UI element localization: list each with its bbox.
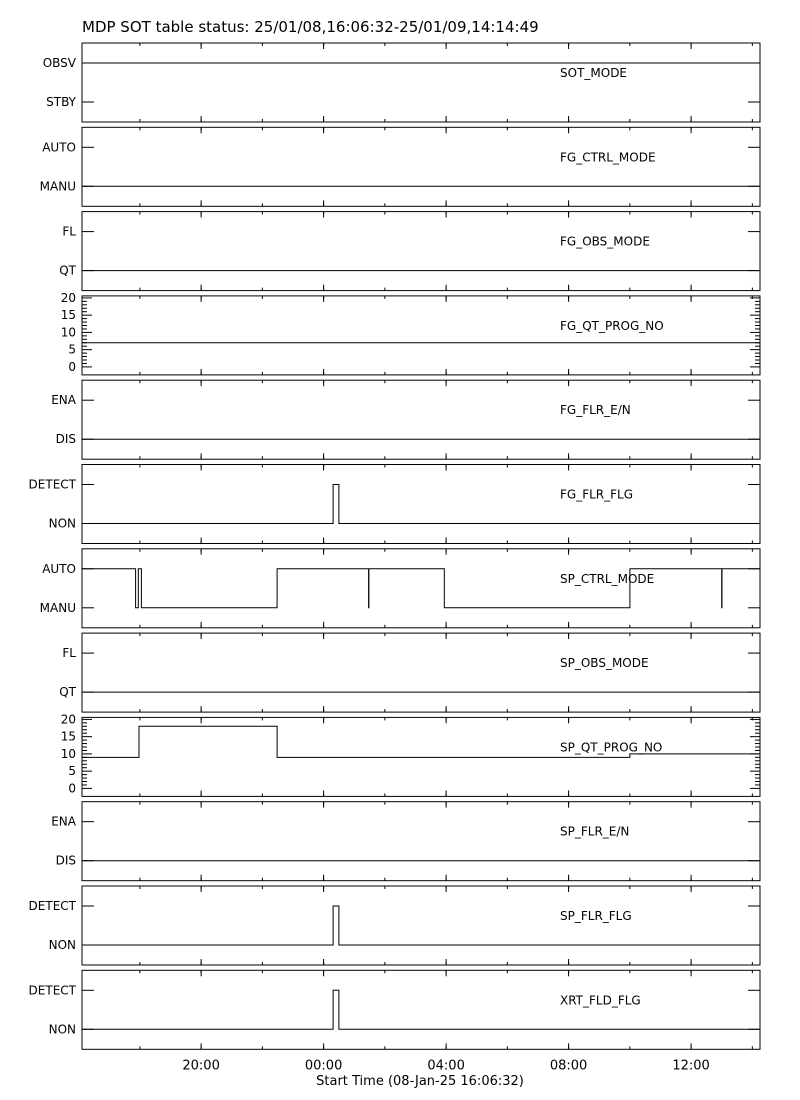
x-axis-label: Start Time (08-Jan-25 16:06:32) [316,1074,524,1089]
y-tick-label: QT [59,685,76,700]
y-tick-label: STBY [46,95,76,109]
panel-fg-ctrl-mode [40,127,760,206]
panel-frame [82,970,760,1049]
y-tick-label: OBSV [42,56,76,70]
panel-label: FG_QT_PROG_NO [560,318,664,333]
panel-frame [82,802,760,881]
series-line-xrt-fld-flg [82,990,760,1029]
panel-frame [82,296,760,375]
panel-label: SP_FLR_E/N [560,824,630,839]
y-tick-label: DIS [55,853,76,868]
panel-sot-mode [43,43,760,122]
y-tick-label: 5 [68,342,76,357]
chart-title: MDP SOT table status: 25/01/08,16:06:32-25/01/09,14:14:49 [82,18,539,36]
panel-frame [82,127,760,206]
panel-frame [82,886,760,965]
x-tick-label: 20:00 [182,1058,220,1074]
y-tick-label: 5 [68,764,76,779]
y-tick-label: ENA [51,393,76,408]
panel-label: FG_FLR_FLG [560,487,634,502]
y-tick-label: NON [48,938,76,952]
x-axis [182,1058,709,1073]
panel-label: FG_OBS_MODE [560,234,650,249]
panel-fg-flr-flg [29,465,760,544]
y-tick-label: DETECT [28,477,76,492]
panel-sp-flr-e-n [51,802,760,881]
series-line-fg-flr-flg [82,485,760,524]
y-tick-label: 10 [60,325,76,340]
panel-frame [82,212,760,291]
panel-frame [82,43,760,122]
y-tick-label: DETECT [28,899,76,913]
y-tick-label: DETECT [28,983,76,998]
x-tick-label: 04:00 [427,1058,465,1074]
y-tick-label: MANU [39,179,76,194]
panel-frame [82,549,760,628]
panels-group [29,43,760,1049]
series-line-sp-ctrl-mode [82,569,760,608]
y-tick-label: 15 [60,308,76,323]
y-tick-label: 0 [68,359,76,374]
y-tick-label: QT [59,263,76,278]
y-tick-label: 20 [60,290,76,305]
y-tick-label: ENA [51,814,76,829]
y-tick-label: 20 [60,712,76,727]
x-tick-label: 08:00 [549,1058,588,1074]
panel-frame [82,380,760,459]
panel-label: XRT_FLD_FLG [560,993,641,1008]
x-tick-label: 00:00 [304,1058,343,1074]
y-tick-label: AUTO [42,561,76,576]
panel-sp-ctrl-mode [40,549,760,628]
panel-sp-qt-prog-no [61,712,760,796]
y-tick-label: 0 [68,781,76,796]
panel-label: FG_FLR_E/N [560,403,631,418]
y-tick-label: 10 [60,746,76,761]
panel-label: SOT_MODE [560,66,628,80]
y-tick-label: MANU [39,600,76,615]
y-tick-label: 15 [60,729,76,744]
panel-fg-obs-mode [59,212,760,291]
panel-frame [82,465,760,544]
panel-label: SP_FLR_FLG [560,909,632,923]
x-tick-label: 12:00 [672,1058,710,1074]
series-line-sp-flr-flg [82,906,760,945]
y-tick-label: FL [62,224,76,239]
y-tick-label: NON [48,1022,76,1037]
panel-label: SP_QT_PROG_NO [560,740,663,755]
y-tick-label: FL [62,646,76,661]
panel-fg-qt-prog-no [61,291,760,375]
panel-xrt-fld-flg [29,970,760,1049]
y-tick-label: NON [48,516,76,531]
panel-label: SP_OBS_MODE [560,656,649,671]
panel-fg-flr-e-n [51,380,760,459]
panel-frame [82,633,760,712]
panel-sp-flr-flg [29,886,760,965]
panel-sp-obs-mode [59,633,760,712]
panel-label: FG_CTRL_MODE [560,150,656,165]
y-tick-label: DIS [55,432,76,447]
panel-label: SP_CTRL_MODE [560,571,655,586]
y-tick-label: AUTO [42,140,76,155]
